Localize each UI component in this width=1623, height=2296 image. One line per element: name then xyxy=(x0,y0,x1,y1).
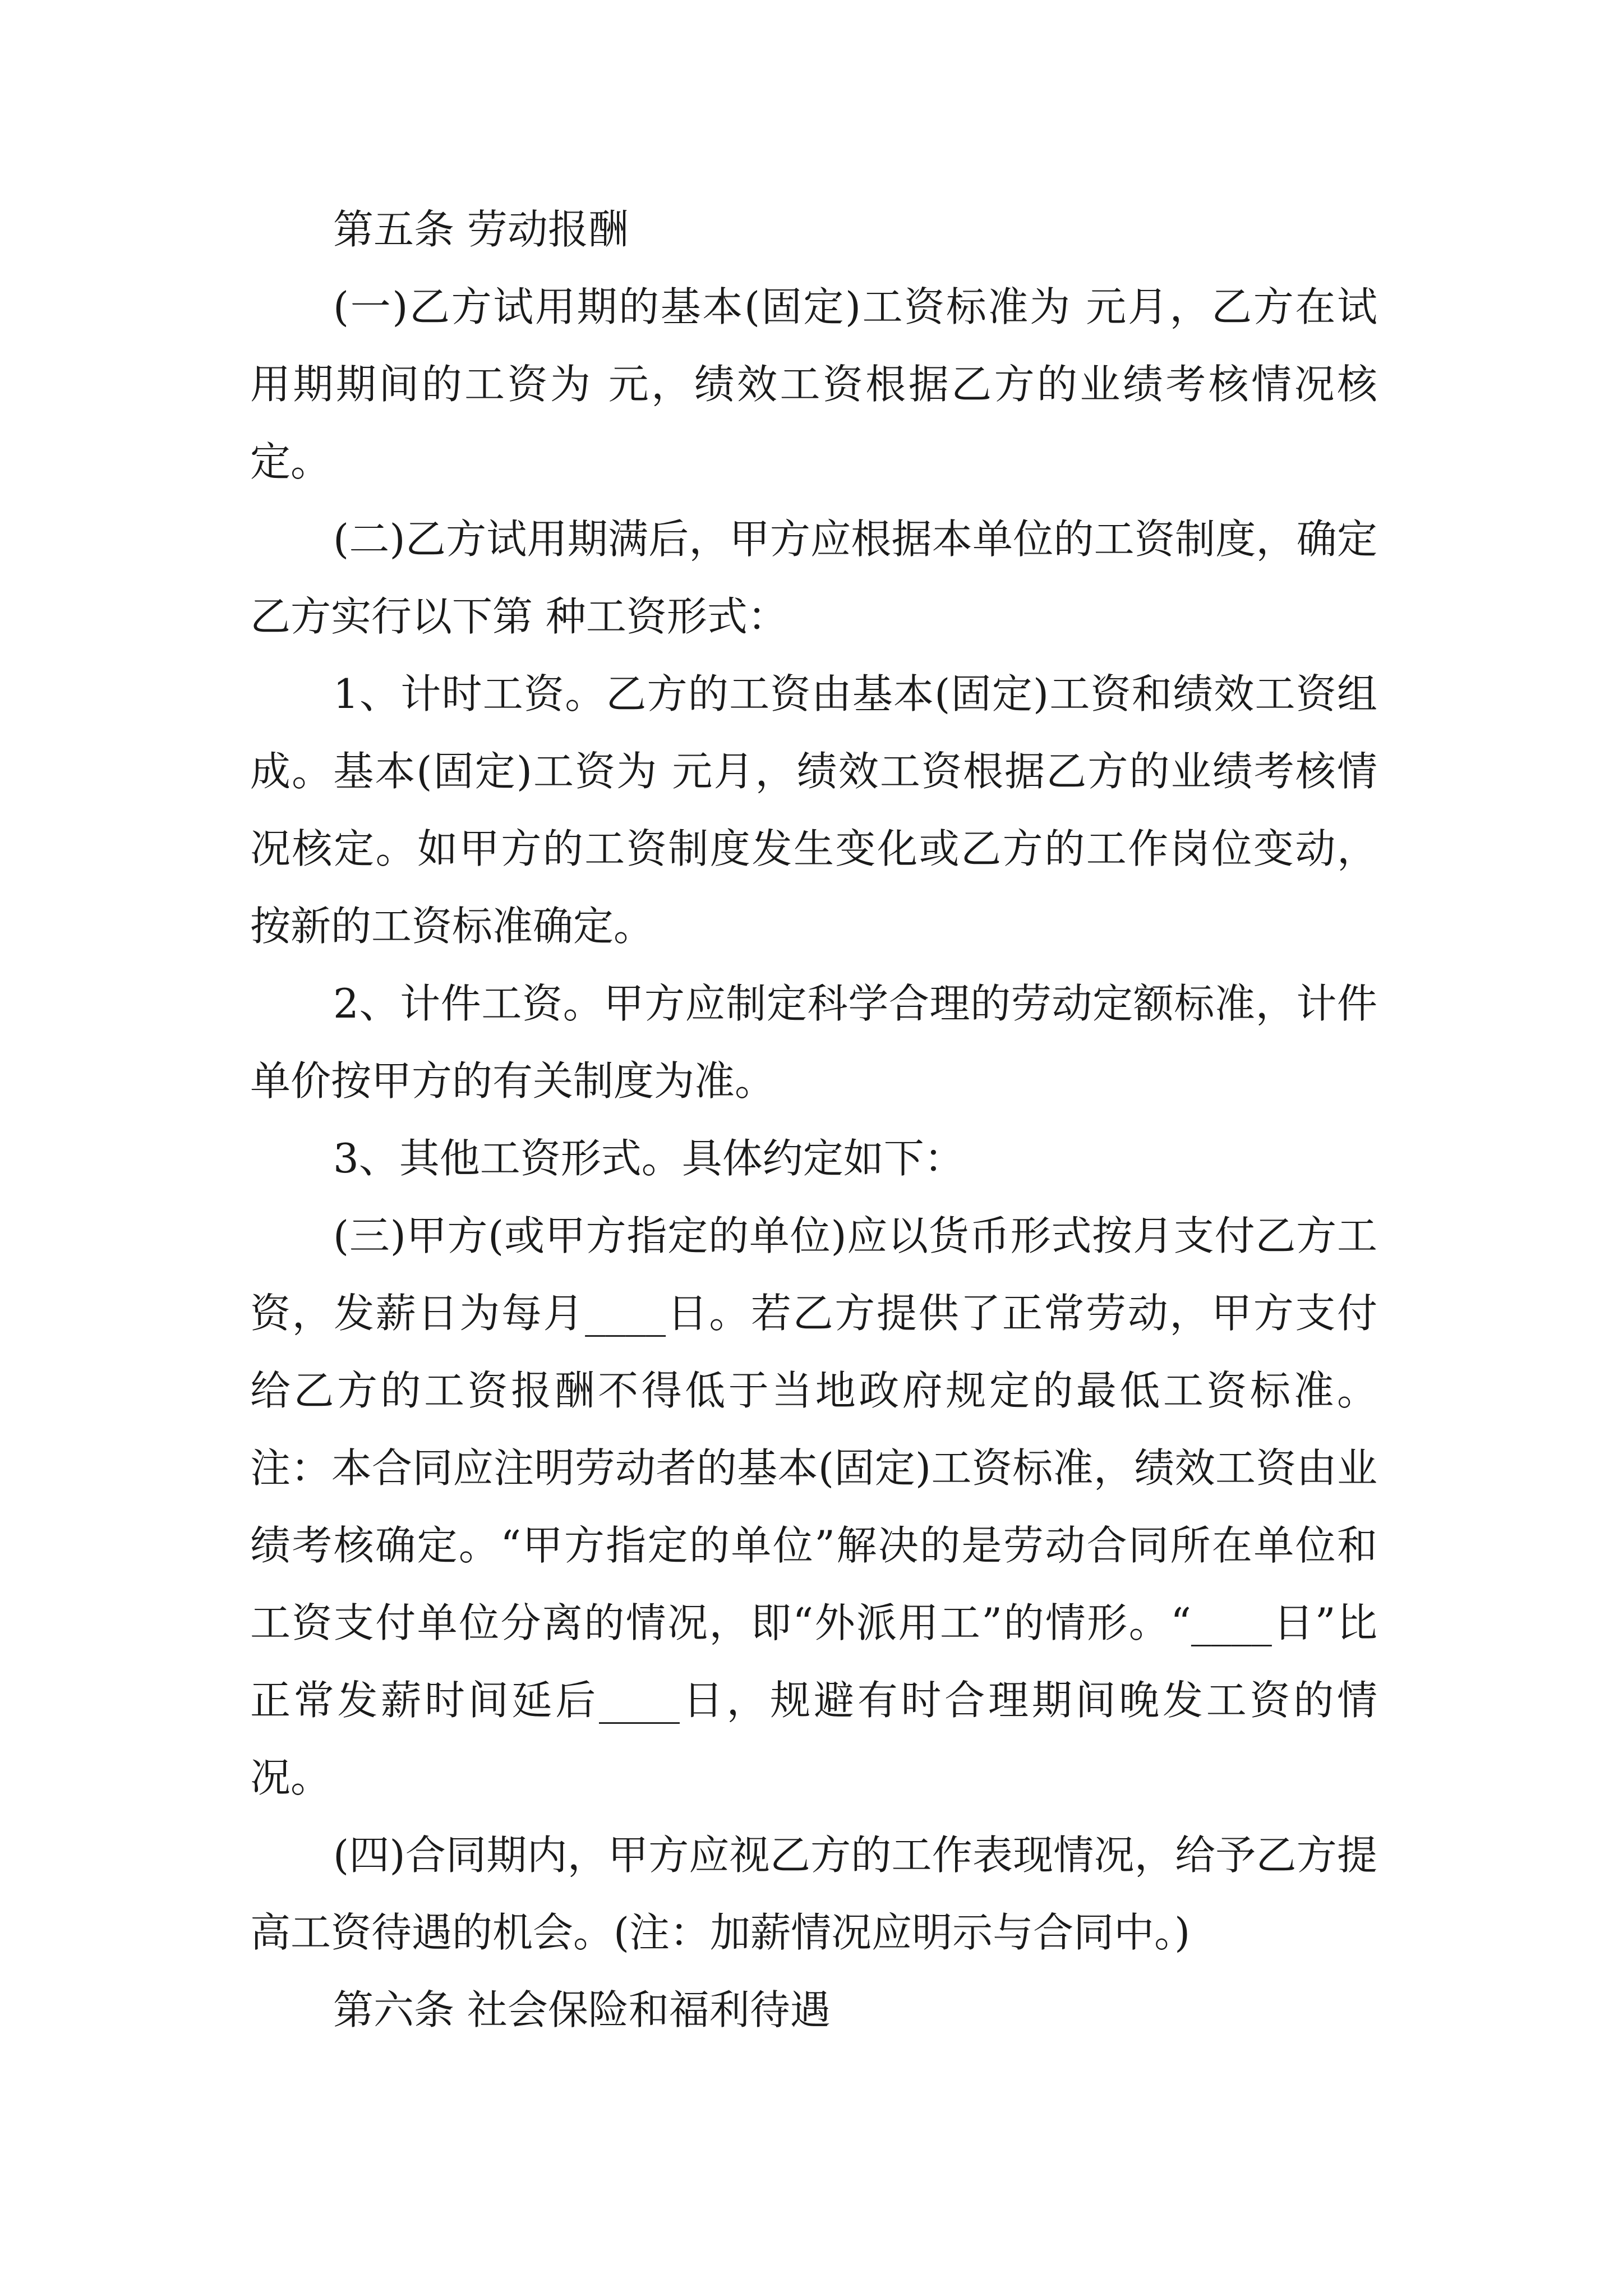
document-body xyxy=(250,191,1377,2049)
paragraph-raise: (四)合同期内，甲方应视乙方的工作表现情况，给予乙方提高工资待遇的机会。(注：加薪情况应明示与合同中。) xyxy=(250,1832,1377,1956)
paragraph-piece-wage: 2、计件工资。甲方应制定科学合理的劳动定额标准，计件单价按甲方的有关制度为准。 xyxy=(250,980,1377,1105)
paragraph-time-wage: 1、计时工资。乙方的工资由基本(固定)工资和绩效工资组成。基本(固定)工资为 元月，绩效工资根据乙方的业绩考核情况核定。如甲方的工资制度发生变化或乙方的工作岗位变动，按新的工资标准确定。 xyxy=(250,670,1377,950)
paragraph-other-wage: 3、其他工资形式。具体约定如下： xyxy=(333,1135,965,1182)
paragraph-probation-wage: (一)乙方试用期的基本(固定)工资标准为 元月，乙方在试用期期间的工资为 元，绩效工资根据乙方的业绩考核情况核定。 xyxy=(250,283,1377,485)
section-heading-article-6: 第六条 社会保险和福利待遇 xyxy=(333,1986,831,2033)
paragraph-wage-form: (二)乙方试用期满后，甲方应根据本单位的工资制度，确定乙方实行以下第 种工资形式： xyxy=(250,516,1377,640)
paragraph-payment-terms: (三)甲方(或甲方指定的单位)应以货币形式按月支付乙方工资，发薪日为每月____日。若乙方提供了正常劳动，甲方支付给乙方的工资报酬不得低于当地政府规定的最低工资标准。注：本合同应注明劳动者的基本(固定)工资标准，绩效工资由业绩考核确定。“甲方指定的单位”解决的是劳动合同所在单位和工资支付单位分离的情况，即“外派用工”的情形。“____日”比正常发薪时间延后____日，规避有时合理期间晚发工资的情况。 xyxy=(250,1212,1377,1801)
section-heading-article-5: 第五条 劳动报酬 xyxy=(333,206,629,253)
